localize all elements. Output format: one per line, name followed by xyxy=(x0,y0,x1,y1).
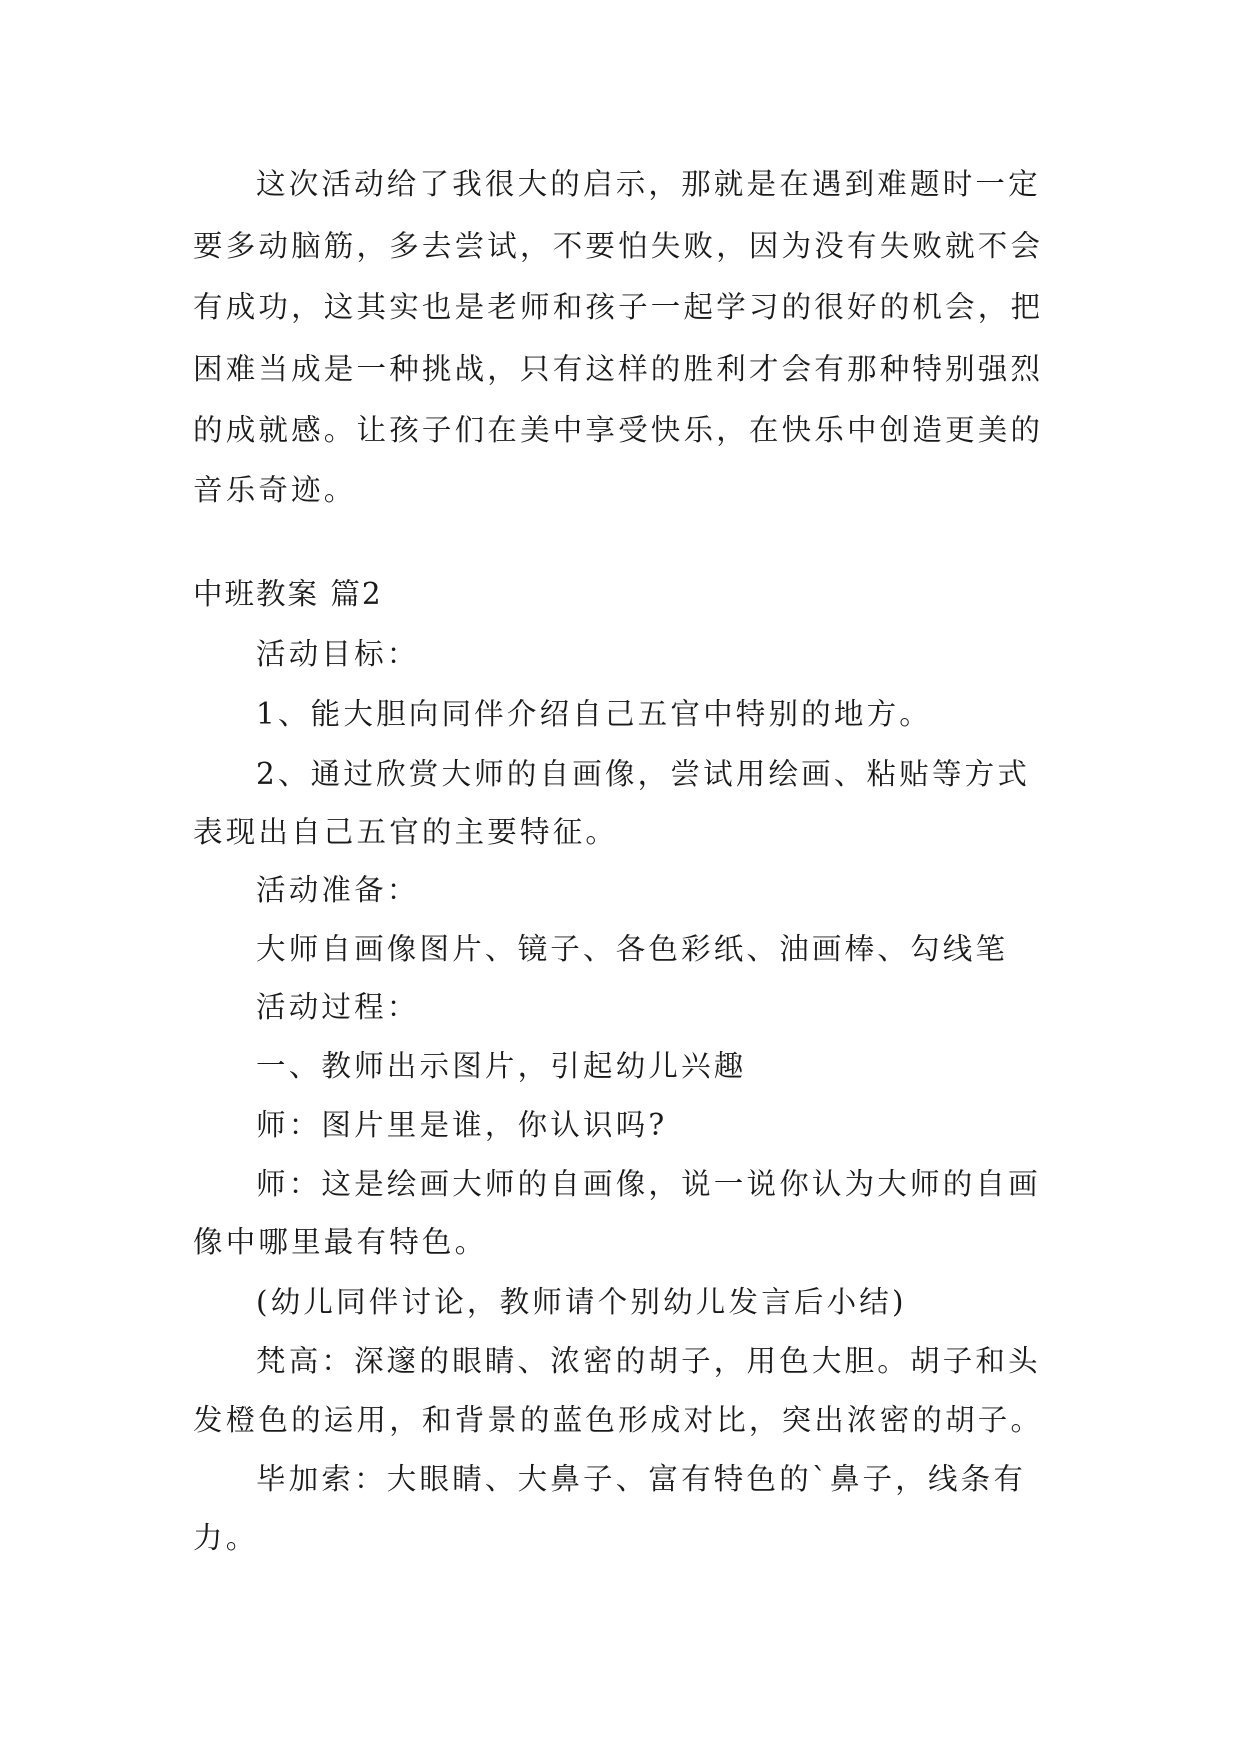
paragraph-line: 师：图片里是谁，你认识吗? xyxy=(256,1108,668,1142)
paragraph-line: (幼儿同伴讨论，教师请个别幼儿发言后小结) xyxy=(256,1285,907,1319)
paragraph-line: 2、通过欣赏大师的自画像，尝试用绘画、粘贴等方式 xyxy=(256,757,1031,791)
paragraph-line: 表现出自己五官的主要特征。 xyxy=(193,815,619,849)
paragraph-line: 师：这是绘画大师的自画像，说一说你认为大师的自画 xyxy=(256,1167,1041,1201)
paragraph-line: 像中哪里最有特色。 xyxy=(193,1225,488,1259)
paragraph-line: 要多动脑筋，多去尝试，不要怕失败，因为没有失败就不会 xyxy=(193,229,1044,263)
paragraph-line: 活动目标： xyxy=(256,637,420,671)
paragraph-line: 困难当成是一种挑战，只有这样的胜利才会有那种特别强烈 xyxy=(193,352,1044,386)
paragraph-line: 活动过程： xyxy=(256,990,420,1024)
paragraph-line: 一、教师出示图片，引起幼儿兴趣 xyxy=(256,1049,747,1083)
paragraph-line: 大师自画像图片、镜子、各色彩纸、油画棒、勾线笔 xyxy=(256,932,1009,966)
paragraph-line: 音乐奇迹。 xyxy=(193,473,357,507)
section-title: 中班教案 篇2 xyxy=(193,577,383,611)
paragraph-line: 有成功，这其实也是老师和孩子一起学习的很好的机会，把 xyxy=(193,290,1044,324)
paragraph-line: 力。 xyxy=(193,1521,259,1555)
paragraph-line: 发橙色的运用，和背景的蓝色形成对比，突出浓密的胡子。 xyxy=(193,1403,1044,1437)
paragraph-line: 活动准备： xyxy=(256,873,420,907)
paragraph-line: 1、能大胆向同伴介绍自己五官中特别的地方。 xyxy=(256,697,932,731)
paragraph-line: 梵高：深邃的眼睛、浓密的胡子，用色大胆。胡子和头 xyxy=(256,1344,1041,1378)
paragraph-line: 这次活动给了我很大的启示，那就是在遇到难题时一定 xyxy=(256,167,1041,201)
paragraph-line: 的成就感。让孩子们在美中享受快乐，在快乐中创造更美的 xyxy=(193,413,1044,447)
paragraph-line: 毕加索：大眼睛、大鼻子、富有特色的`鼻子，线条有 xyxy=(256,1462,1027,1496)
